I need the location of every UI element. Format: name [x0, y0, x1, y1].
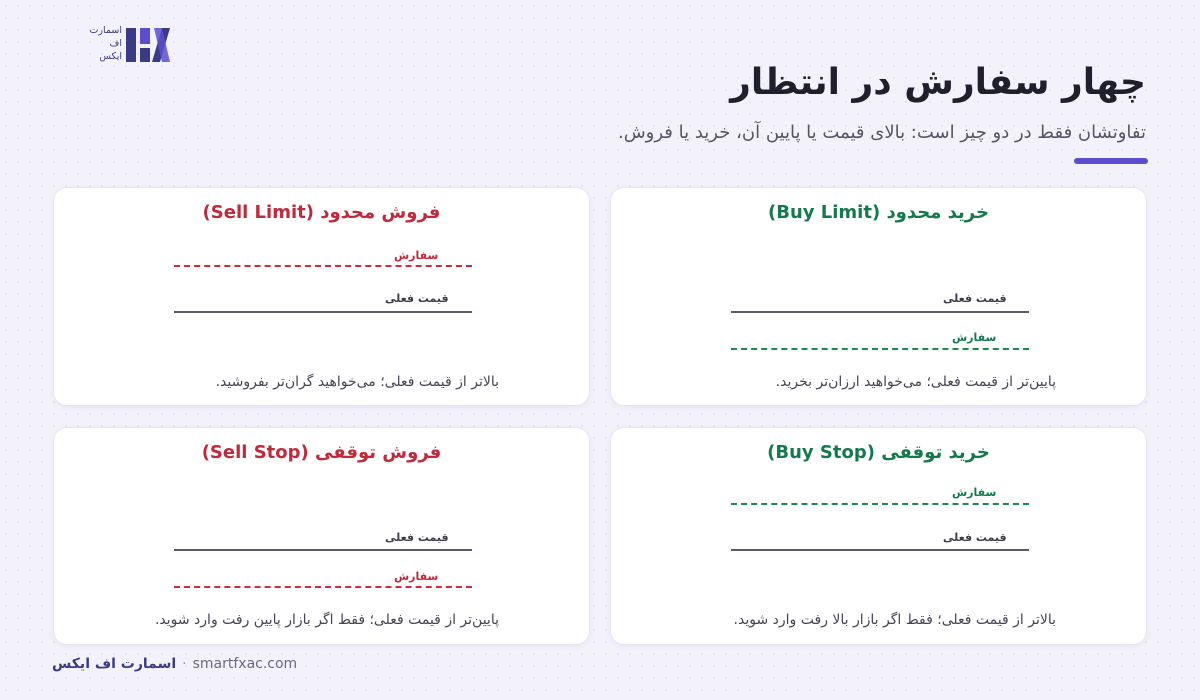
current-price-line — [174, 549, 472, 551]
logo-text-line3: ایکس — [99, 51, 122, 62]
order-line — [731, 348, 1029, 350]
card-description: بالاتر از قیمت فعلی؛ می‌خواهید گران‌تر بفروشید. — [215, 374, 499, 390]
card-title: خرید محدود (Buy Limit) — [768, 202, 989, 223]
current-price-label: قیمت فعلی — [943, 292, 1007, 305]
footer-separator: · — [182, 656, 187, 672]
footer-brand: اسمارت اف ایکس — [52, 656, 177, 672]
card-sell-stop — [53, 427, 590, 645]
footer — [52, 656, 297, 672]
current-price-label: قیمت فعلی — [385, 292, 449, 305]
logo-text — [78, 24, 122, 63]
current-price-line — [731, 311, 1029, 313]
current-price-label: قیمت فعلی — [943, 531, 1007, 544]
card-title: فروش توقفی (Sell Stop) — [201, 442, 442, 463]
current-price-line — [174, 311, 472, 313]
current-price-line — [731, 549, 1029, 551]
card-title: خرید توقفی (Buy Stop) — [767, 442, 990, 463]
order-label: سفارش — [952, 331, 997, 344]
card-buy-stop — [610, 427, 1147, 645]
order-line — [731, 503, 1029, 505]
order-label: سفارش — [394, 249, 439, 262]
card-buy-limit — [610, 187, 1147, 406]
footer-url[interactable]: smartfxac.com — [192, 656, 298, 672]
page-subtitle: تفاوتشان فقط در دو چیز است: بالای قیمت یا پایین آن، خرید یا فروش. — [617, 122, 1146, 143]
accent-bar — [1074, 158, 1148, 164]
order-line — [174, 586, 472, 588]
order-label: سفارش — [394, 570, 439, 583]
card-title: فروش محدود (Sell Limit) — [202, 202, 441, 223]
logo-mark-icon — [122, 22, 172, 68]
logo-text-line1: اسمارت — [89, 25, 122, 36]
brand-logo — [78, 22, 173, 68]
page-title: چهار سفارش در انتظار — [730, 62, 1146, 103]
card-description: پایین‌تر از قیمت فعلی؛ می‌خواهید ارزان‌تر بخرید. — [775, 374, 1056, 390]
current-price-label: قیمت فعلی — [385, 531, 449, 544]
logo-text-line2: اف — [109, 38, 122, 49]
card-sell-limit — [53, 187, 590, 406]
order-label: سفارش — [952, 486, 997, 499]
order-line — [174, 265, 472, 267]
card-description: پایین‌تر از قیمت فعلی؛ فقط اگر بازار پایین رفت وارد شوید. — [154, 612, 499, 628]
card-description: بالاتر از قیمت فعلی؛ فقط اگر بازار بالا رفت وارد شوید. — [733, 612, 1056, 628]
